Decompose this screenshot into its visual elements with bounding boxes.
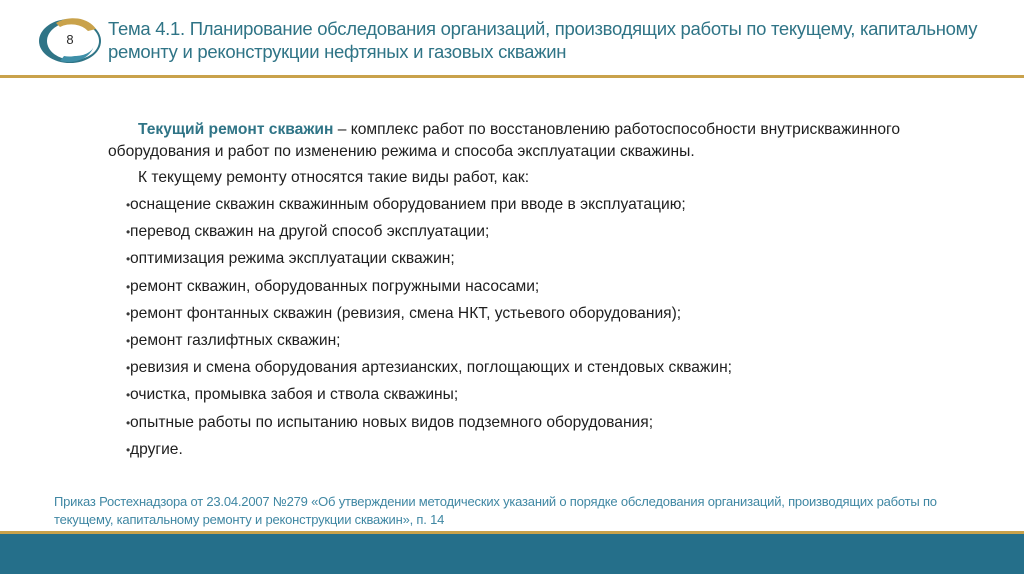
list-item: • оснащение скважин скважинным оборудованием при вводе в эксплуатацию; [108,194,928,216]
list-item: • ремонт газлифтных скважин; [108,330,928,352]
list-item: • ревизия и смена оборудования артезианских, поглощающих и стендовых скважин; [108,357,928,379]
bullet-icon: • [126,442,131,457]
list-item: • перевод скважин на другой способ эксплуатации; [108,221,928,243]
footer-band [0,534,1024,574]
bullet-icon: • [126,388,131,403]
list-item: • опытные работы по испытанию новых видов подземного оборудования; [108,412,928,434]
bullet-icon: • [126,252,131,267]
bullet-icon: • [126,279,131,294]
bullet-icon: • [126,361,131,376]
bullet-icon: • [126,225,131,240]
list-item: • другие. [108,439,928,461]
definition-term: Текущий ремонт скважин [138,121,334,138]
slide-body [108,119,928,466]
list-item: • оптимизация режима эксплуатации скважин; [108,248,928,270]
bullet-icon: • [126,333,131,348]
definition-paragraph [108,119,928,163]
list-item: • очистка, промывка забоя и ствола скважины; [108,384,928,406]
source-note: Приказ Ростехнадзора от 23.04.2007 №279 «Об утверждении методических указаний о порядке обследования организаций, производящих работы по текущему, капитальному ремонту и реконструкции скважин», п. 14 [54,494,937,527]
bullet-icon: • [126,415,131,430]
list-intro: К текущему ремонту относятся такие виды работ, как: [138,169,530,186]
page-number: 8 [66,32,74,47]
definition-text: – комплекс работ по восстановлению работоспособности внутрискважинного оборудования и работ по изменению режима и способа эксплуатации скважины. [108,121,901,160]
slide-title: Тема 4.1. Планирование обследования организаций, производящих работы по текущему, капитальному ремонту и реконструкции нефтяных и газовых скважин [108,18,978,62]
slide-header [0,0,1024,78]
bullet-icon: • [126,198,131,212]
list-item: • ремонт фонтанных скважин (ревизия, смена НКТ, устьевого оборудования); [108,303,928,325]
header-divider [0,75,1024,78]
list-item: • ремонт скважин, оборудованных погружными насосами; [108,276,928,298]
bullet-icon: • [126,306,131,321]
work-types-list [108,194,928,461]
